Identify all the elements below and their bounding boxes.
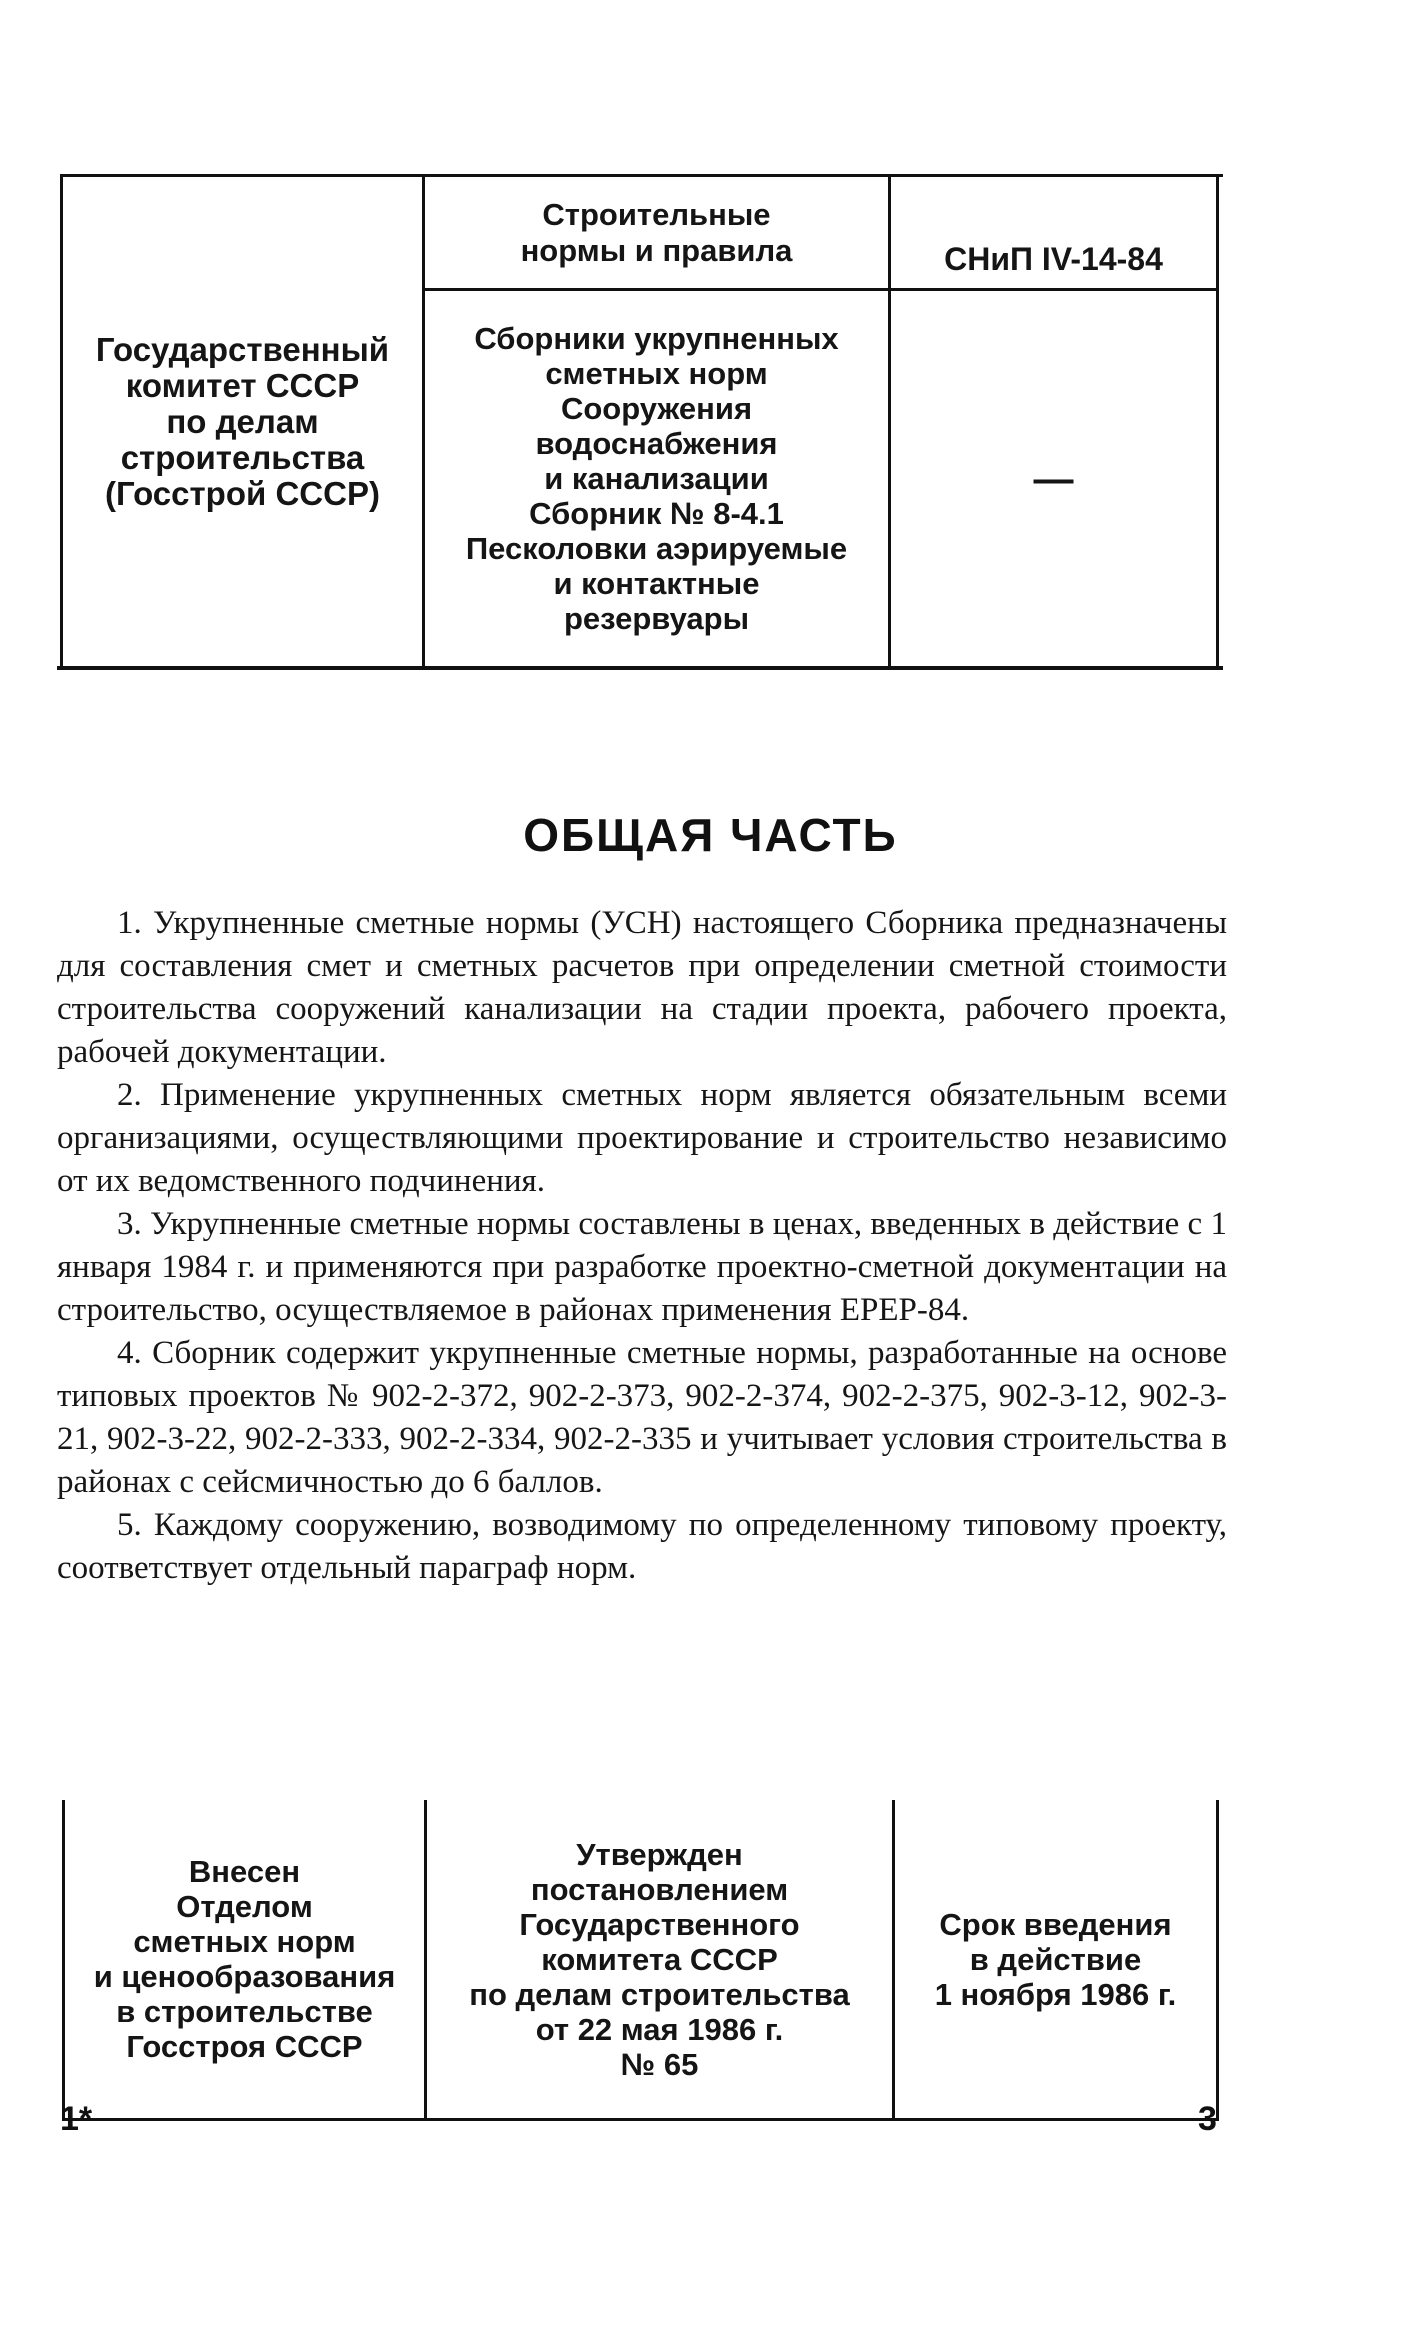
section-title: ОБЩАЯ ЧАСТЬ: [523, 809, 898, 861]
paragraph-2: 2. Применение укрупненных сметных норм является обязательным всеми организациями, осуществляющими проектирование и строительство независимо от их ведомственного подчинения.: [57, 1077, 1227, 1199]
header-replaces-cell: —: [1033, 456, 1074, 501]
header-top-rule: [60, 174, 1223, 177]
body-text: [57, 902, 1227, 1590]
footer-approved-cell: Утвержден постановлением Государственного комитета СССР по делам строительства от 22 мая 1986 г. № 65: [469, 1836, 850, 2082]
header-right-rule: [1216, 176, 1219, 666]
footer-bottom-rule: [62, 2118, 1219, 2121]
footer-introduced-cell: Внесен Отделом сметных норм и ценообразования в строительстве Госстроя СССР: [93, 1854, 396, 2064]
header-org-cell: Государственный комитет СССР по делам строительства (Госстрой СССР): [95, 331, 390, 512]
footer-effective-cell: Срок введения в действие 1 ноября 1986 г.: [934, 1906, 1177, 2012]
page-number: 3: [1198, 2100, 1217, 2138]
footer-right-rule: [1216, 1800, 1219, 2120]
paragraph-3: 3. Укрупненные сметные нормы составлены в ценах, введенных в действие с 1 января 1984 г. и применяются при разработке проектно-сметной документации на строительство, осуществляемое в районах применения ЕРЕР-84.: [57, 1206, 1227, 1328]
header-code-cell: СНиП IV-14-84: [944, 241, 1163, 277]
paragraph-4: 4. Сборник содержит укрупненные сметные нормы, разработанные на основе типовых проектов № 902-2-372, 902-2-373, 902-2-374, 902-2-375, 902-3-12, 902-3-21, 902-3-22, 902-2-333, 902-2-334, 902-2-335 и учитывает условия строительства в районах с сейсмичностью до 6 баллов.: [57, 1335, 1227, 1500]
paragraph-1: 1. Укрупненные сметные нормы (УСН) настоящего Сборника предназначены для составления смет и сметных расчетов при определении сметной стоимости строительства сооружений канализации на стадии проекта, рабочего проекта, рабочей документации.: [57, 905, 1227, 1070]
header-title-cell: Сборники укрупненных сметных норм Сооружения водоснабжения и канализации Сборник № 8-4.1 Песколовки аэрируемые и контактные резервуары: [465, 321, 848, 636]
signature-mark: 1*: [60, 2100, 93, 2138]
header-bottom-rule: [57, 666, 1223, 670]
paragraph-5: 5. Каждому сооружению, возводимому по определенному типовому проекту, соответствует отдельный параграф норм.: [57, 1507, 1227, 1586]
header-doc-type-cell: Строительные нормы и правила: [520, 197, 793, 268]
